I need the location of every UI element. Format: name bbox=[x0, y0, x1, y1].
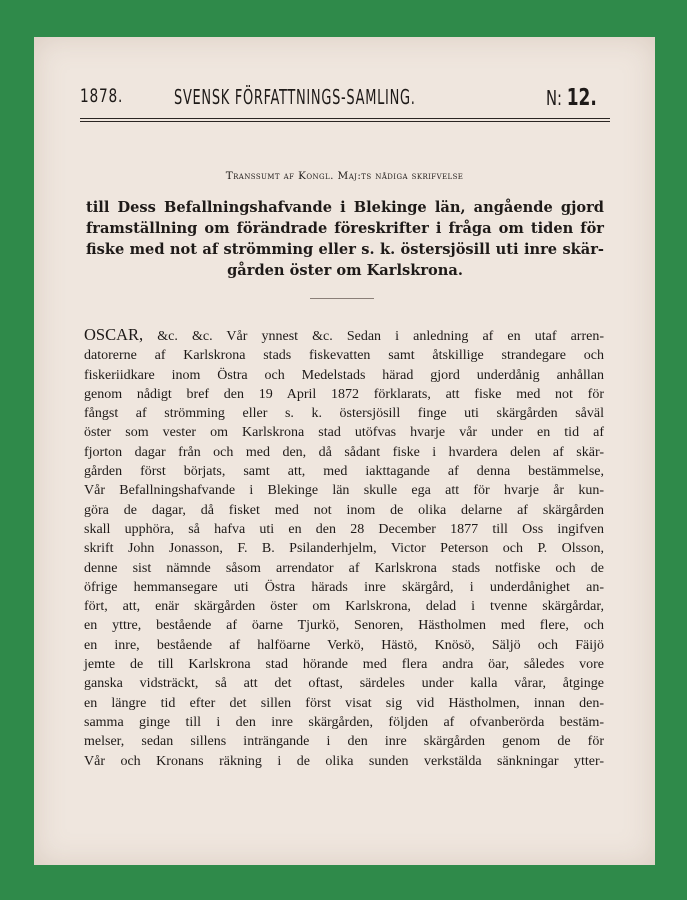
subject-line: gården öster om Karlskrona. bbox=[227, 262, 463, 279]
body-line: fjorton dagar från och med den, då sådant fiske i hvardera delen af skär- bbox=[84, 444, 604, 460]
page-header bbox=[80, 85, 610, 115]
section-divider bbox=[310, 298, 374, 299]
transsumt-line: Transsumt af Kongl. Maj:ts nådiga skrifvelse bbox=[225, 170, 464, 182]
body-line bbox=[84, 325, 604, 346]
body-line: skall upphöra, så hafva uti en den 28 December 1877 till Oss ingifven bbox=[84, 521, 604, 537]
document-page bbox=[34, 37, 655, 865]
body-line: öster som vester om Karlskrona stad utöfvas hvarje vår under en tid af bbox=[84, 425, 604, 441]
subject-line: till Dess Befallningshafvande i Blekinge län, angående gjord bbox=[86, 199, 604, 216]
header-rule-bottom bbox=[80, 121, 610, 122]
body-first-line-rest: &c. &c. Vår ynnest &c. Sedan i anledning af en utaf arren- bbox=[157, 329, 605, 344]
header-title: SVENSK FÖRFATTNINGS-SAMLING. bbox=[174, 85, 416, 109]
body-line: göra de dagar, då fisket med not inom de olika delarne af skärgården bbox=[84, 502, 604, 518]
header-number-prefix: N: bbox=[546, 86, 563, 110]
header-rule-top bbox=[80, 118, 610, 119]
body-line: denne sist nämnde såsom arrendator af Karlskrona stads notfiske och de bbox=[84, 560, 604, 576]
header-number-value: 12. bbox=[566, 85, 597, 111]
body-line: Vår Befallningshafvande i Blekinge län skulle ega att för hvarje år kun- bbox=[84, 483, 604, 499]
body-line: melser, sedan sillens inträngande i den inre skärgården genom de för bbox=[84, 734, 604, 750]
body-line: en längre tid efter det sillen först visat sig vid Hästholmen, innan den- bbox=[84, 695, 604, 711]
body-line: jemte de till Karlskrona stad hörande med flera andra öar, således vore bbox=[84, 657, 604, 673]
body-line: skrift John Jonasson, F. B. Psilanderhjelm, Victor Peterson och P. Olsson, bbox=[84, 541, 604, 557]
body-line: fångst af strömming eller s. k. östersjösill finge uti skärgården såväl bbox=[84, 406, 604, 422]
subject-line: fiske med not af strömming eller s. k. östersjösill uti inre skär- bbox=[86, 241, 604, 258]
header-year: 1878. bbox=[80, 85, 124, 107]
body-line: genom nådigt bref den 19 April 1872 förklarats, att fiske med not för bbox=[84, 386, 604, 402]
body-line: en yttre, bestående af öarne Tjurkö, Senoren, Hästholmen med flere, och bbox=[84, 618, 604, 634]
header-number bbox=[546, 85, 597, 111]
subject-heading bbox=[86, 197, 604, 281]
body-line: samma ginge till i den inre skärgården, följden af ofvanberörda bestäm- bbox=[84, 714, 604, 730]
body-line: ganska vidsträckt, så att det oftast, särdeles under kalla vårar, åtginge bbox=[84, 676, 604, 692]
body-line: en inre, bestående af halföarne Verkö, Hästö, Knösö, Säljö och Fäijö bbox=[84, 637, 604, 653]
body-first-word: OSCAR, bbox=[84, 325, 144, 344]
body-text bbox=[84, 325, 604, 771]
subject-line: framställning om förändrade föreskrifter i fråga om tiden för bbox=[86, 220, 604, 237]
body-line: fiskeriidkare inom Östra och Medelstads härad gjord underdånig anhållan bbox=[84, 367, 604, 383]
body-line: fört, att, enär skärgården öster om Karlskrona, delad i tvenne skärgårdar, bbox=[84, 599, 604, 615]
body-line: öfrige hemmansegare uti Östra härads inre skärgård, i underdånighet an- bbox=[84, 579, 604, 595]
body-line: datorerne af Karlskrona stads fiskevatten samt åtskillige strandegare och bbox=[84, 348, 604, 364]
body-line: Vår och Kronans räkning i de olika sunden verkstälda sänkningar ytter- bbox=[84, 753, 604, 769]
body-line: gården först börjats, samt att, med iakttagande af denna bestämmelse, bbox=[84, 464, 604, 480]
